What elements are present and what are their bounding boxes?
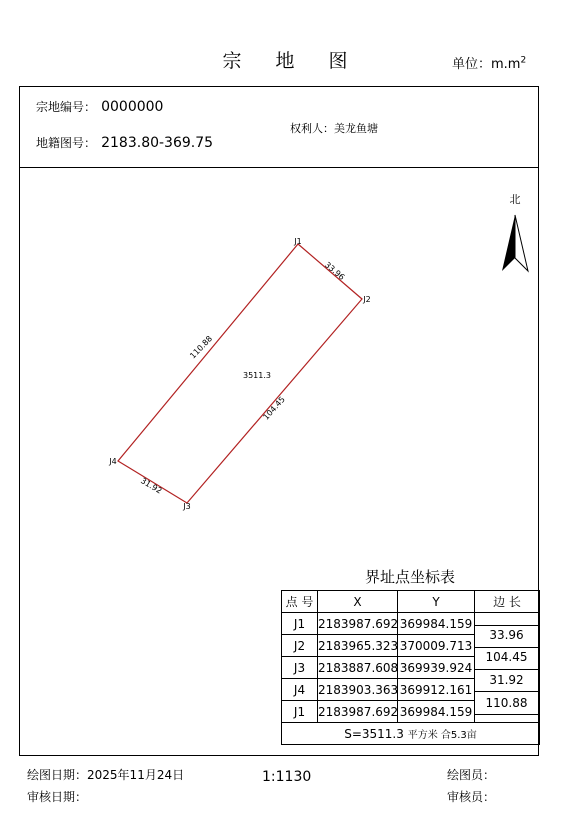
coordinate-table bbox=[281, 590, 540, 745]
cell-x: 2183987.692 bbox=[318, 701, 398, 723]
length-J4-J1: 110.88 bbox=[485, 696, 528, 710]
cell-point: J4 bbox=[282, 679, 318, 701]
north-label: 北 bbox=[509, 193, 521, 206]
cell-y: 370009.713 bbox=[398, 635, 475, 657]
draw-date: 2025年11月24日 bbox=[87, 768, 185, 782]
coordinate-table-title: 界址点坐标表 bbox=[364, 568, 455, 586]
edge-label-J4-J1: 110.88 bbox=[188, 334, 215, 361]
length-J2-J3: 104.45 bbox=[485, 650, 528, 664]
cell-x: 2183987.692 bbox=[318, 613, 398, 635]
point-J3: J3 bbox=[183, 502, 191, 511]
cell-point: J1 bbox=[282, 701, 318, 723]
map-sheet-number: 2183.80-369.75 bbox=[101, 135, 214, 151]
unit-text: 单位：m.m bbox=[452, 57, 521, 72]
check-date-label: 审核日期： bbox=[27, 790, 88, 804]
edge-label-J2-J3: 104.45 bbox=[261, 394, 287, 422]
cell-point: J1 bbox=[282, 613, 318, 635]
point-J2: J2 bbox=[363, 295, 371, 304]
cell-y: 369984.159 bbox=[398, 613, 475, 635]
parcel-number-label: 宗地编号： bbox=[36, 100, 97, 114]
length-J1-J2: 33.96 bbox=[489, 628, 524, 642]
page-title: 宗 地 图 bbox=[222, 50, 362, 72]
cell-point: J3 bbox=[282, 657, 318, 679]
length-divider bbox=[475, 669, 538, 670]
map-sheet-label: 地籍图号： bbox=[36, 136, 97, 150]
drafter-label: 绘图员： bbox=[447, 768, 496, 782]
area-summary bbox=[282, 723, 540, 745]
edge-label-J3-J4: 31.92 bbox=[139, 476, 164, 496]
cell-x: 2183887.608 bbox=[318, 657, 398, 679]
unit-superscript: 2 bbox=[520, 55, 527, 66]
length-divider bbox=[475, 714, 538, 715]
cell-y: 369984.159 bbox=[398, 701, 475, 723]
cell-y: 369939.924 bbox=[398, 657, 475, 679]
parcel-number: 0000000 bbox=[101, 99, 164, 115]
checker-label: 审核员： bbox=[447, 790, 496, 804]
point-J1: J1 bbox=[294, 237, 302, 246]
parcel-boundary bbox=[118, 244, 362, 503]
map-scale: 1:1130 bbox=[262, 769, 312, 785]
edge-label-J1-J2: 33.96 bbox=[322, 260, 347, 282]
cell-x: 2183903.363 bbox=[318, 679, 398, 701]
header-y: Y bbox=[398, 591, 475, 613]
owner-label: 权利人： bbox=[290, 122, 334, 135]
area-summary-value: S=3511.3 bbox=[344, 727, 404, 741]
table-summary-row bbox=[282, 723, 540, 745]
length-divider bbox=[475, 625, 538, 626]
cell-y: 369912.161 bbox=[398, 679, 475, 701]
area-label: 3511.3 bbox=[243, 371, 271, 380]
draw-date-row bbox=[27, 766, 184, 783]
table-header-row bbox=[282, 591, 540, 613]
north-arrow-icon bbox=[502, 215, 528, 271]
header-point: 点 号 bbox=[282, 591, 318, 613]
point-J4: J4 bbox=[109, 457, 117, 466]
cell-point: J2 bbox=[282, 635, 318, 657]
header-x: X bbox=[318, 591, 398, 613]
length-J3-J4: 31.92 bbox=[489, 673, 524, 687]
header-length: 边 长 bbox=[475, 591, 540, 613]
length-divider bbox=[475, 691, 538, 692]
area-summary-unit: 平方米 合5.3亩 bbox=[407, 730, 477, 741]
draw-date-label: 绘图日期： bbox=[27, 768, 88, 782]
owner-name: 美龙鱼塘 bbox=[334, 122, 378, 135]
cell-x: 2183965.323 bbox=[318, 635, 398, 657]
length-divider bbox=[475, 647, 538, 648]
